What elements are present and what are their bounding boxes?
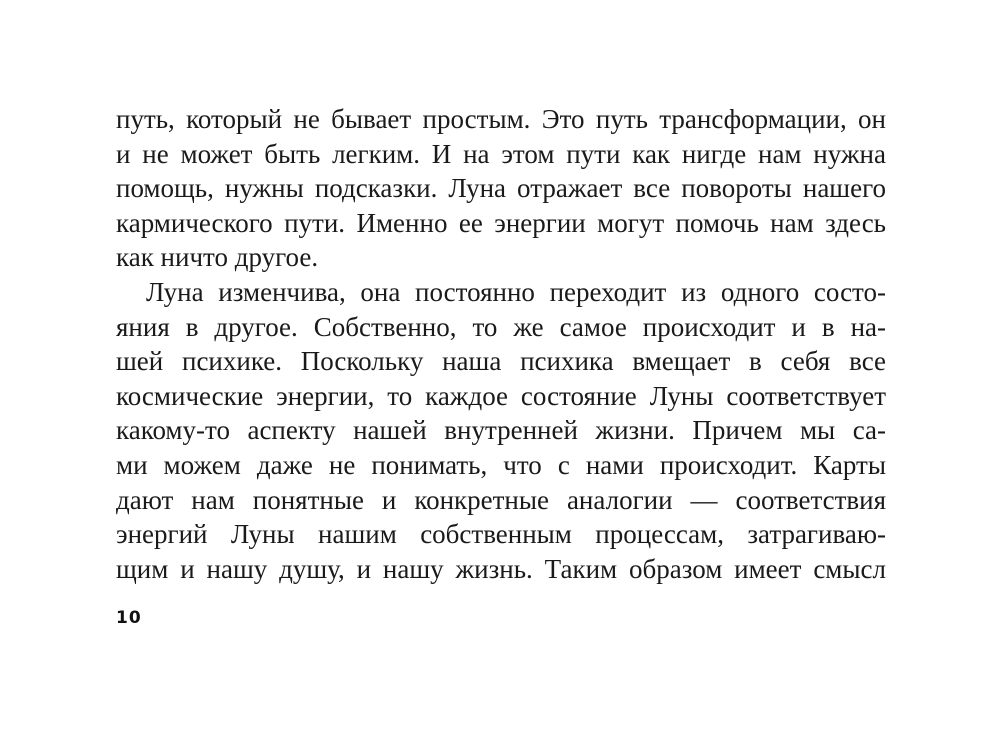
text-line: щим и нашу душу, и нашу жизнь. Таким образом имеет смысл <box>116 553 886 584</box>
page-number: 10 <box>116 608 142 628</box>
text-line: ми можем даже не понимать, что с нами происходит. Карты <box>116 449 886 480</box>
text-line: как ничто другое. <box>116 242 319 273</box>
text-line: какому-то аспекту нашей внутренней жизни. Причем мы са- <box>116 415 886 446</box>
text-line: и не может быть легким. И на этом пути как нигде нам нужна <box>116 138 886 169</box>
text-line: шей психике. Поскольку наша психика вмещает в себя все <box>116 346 886 377</box>
text-line: помощь, нужны подсказки. Луна отражает все повороты нашего <box>116 173 886 204</box>
text-line: дают нам понятные и конкретные аналогии — соответствия <box>116 484 886 515</box>
text-line: кармического пути. Именно ее энергии могут помочь нам здесь <box>116 207 886 238</box>
text-line: космические энергии, то каждое состояние Луны соответствует <box>116 380 886 411</box>
text-line: Луна изменчива, она постоянно переходит из одного состо- <box>146 276 886 307</box>
body-text <box>116 102 886 586</box>
text-line: яния в другое. Собственно, то же самое происходит и в на- <box>116 311 886 342</box>
text-line: путь, который не бывает простым. Это путь трансформации, он <box>116 104 886 134</box>
text-line: энергий Луны нашим собственным процессам, затрагиваю- <box>116 519 886 550</box>
